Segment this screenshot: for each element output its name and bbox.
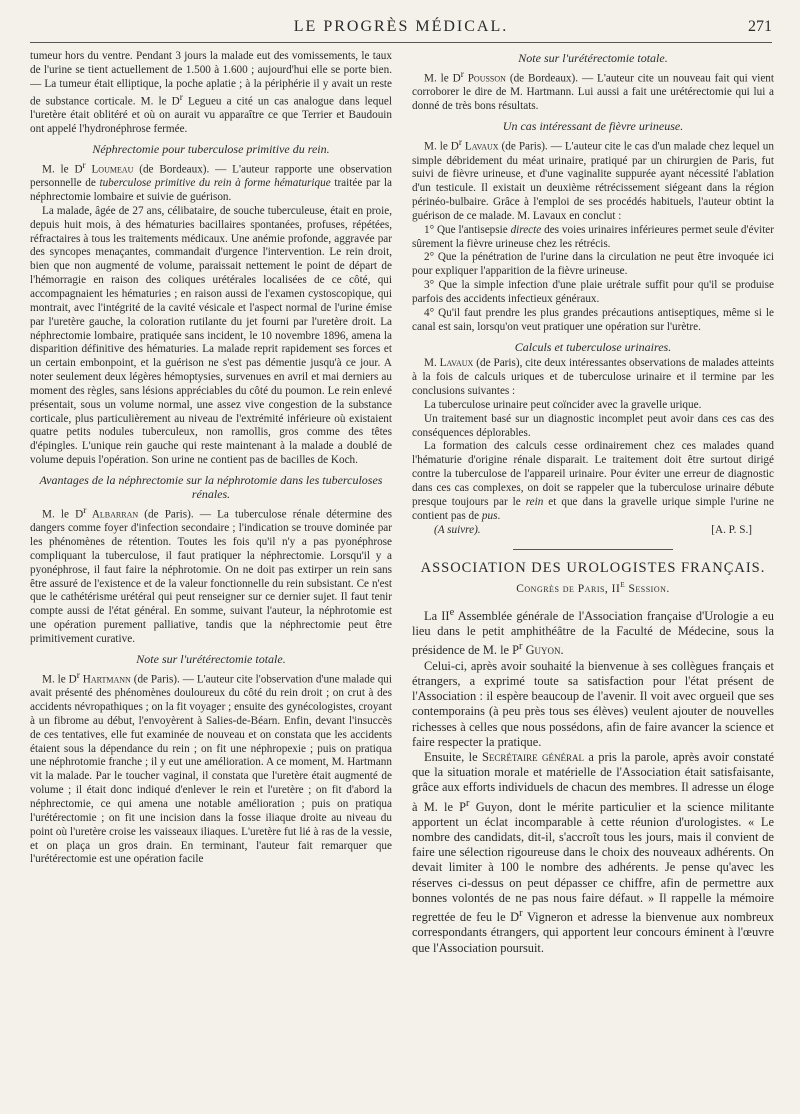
paragraph-celui-ci: Celui-ci, après avoir souhaité la bienvenue à ses collègues français et étrangers, a exprimé toute sa satisfaction pour l'état présent de l'Association : il espère beaucoup de l'avenir. Il voit avec orgueil que ses contemporains (à peu près tous ses élèves) veulent ajouter de nouvelles richesses à celles que nous possédons, afin de faire avancer la science et faire respecter la pratique. bbox=[412, 658, 774, 749]
paragraph-case-report: La malade, âgée de 27 ans, célibataire, de souche tuberculeuse, était en proie, depuis huit mois, à des hématuries bacillaires spontanées, profuses, répétées, réfractaires à tous les traitements médicaux. Une anémie profonde, aggravée par des syncopes menaçantes, commandait d'urgence l'intervention. Le rein droit, bien que non augmenté de volume, paraissait nettement le point de départ de l'hémorragie en raison des coliques urétérales localisées de ce côté, qui accompagnaient les hématuries ; en raison aussi de l'examen cystoscopique, qui montrait, avec l'intégrité de la cavité vésicale et l'aspect normal de l'urine émise par l'uretère gauche, la coloration rutilante du jet fourni par l'uretère droit. La néphrectomie lombaire, pratiquée sans incident, le 10 novembre 1896, amena la disparition définitive des hématuries. La malade reprit rapidement ses forces et un certain embonpoint, et la guérison ne s'est pas démentie jusqu'à ce jour. A noter seulement deux légères hémoptysies, survenues en avril et mai derniers au moment des règles, sans lésions appréciables du côté du poumon. Le rein enlevé présentait, sous un volume normal, une assez vive congestion de la substance corticale, plus particulièrement au niveau de l'extrémité inférieure où existaient quatre petits nodules tuberculeux, non ramollis, gros comme des têtes d'épingles. L'unique rein gauche qui reste maintenant à la malade a doublé de volume depuis l'opération. Son urine ne contient pas de bacilles de Koch. bbox=[30, 204, 392, 467]
conclusion-4: 4° Qu'il faut prendre les plus grandes précautions antiseptiques, même si le canal est sain, lorsqu'on veut pratiquer une opération sur l'urètre. bbox=[412, 306, 774, 333]
author-name: Lavaux bbox=[439, 357, 474, 370]
paragraph-albarran: M. le $D^r$ Albarran (de Paris). — La tuberculose rénale détermine des dangers comme foyer d'infection secondaire ; l'indication se trouve dominée par les phénomènes de rétention. Toutes les fois qu'il n'y a pas pyonéphrose compliquant la tuberculose, il faut pratiquer la néphrectomie. Lorsqu'il y a pyonéphrose, il faut faire la néphrotomie. On ne doit pas extirper un rein sans être assuré de l'existence et de la valeur fonctionnelle du rein subsistant. Ce n'est que le cathétérisme urétéral qui peut renseigner sur ce dernier sujet. Il faut tenir compte aussi de l'état général. En somme, suivant l'auteur, la néphrotomie est une opération purement palliative, tandis que la néphrectomie peut être primitivement curative. bbox=[30, 505, 392, 645]
a-suivre-note: (A suivre). bbox=[434, 524, 481, 537]
signature-initials: [A. P. S.] bbox=[711, 524, 752, 537]
page-header bbox=[30, 12, 772, 43]
section-heading-calculs: Calculs et tuberculose urinaires. bbox=[514, 339, 672, 354]
author-name: Hartmann bbox=[79, 673, 131, 686]
paragraph-assemblee: La IIe Assemblée générale de l'Association française d'Urologie a eu lieu dans le petit amphithéâtre de la Faculté de Médecine, sous la présidence de M. le $P^r$ Guyon. bbox=[412, 606, 774, 658]
author-name: Albarran bbox=[86, 508, 139, 521]
section-heading-ureterectomie: Note sur l'urétérectomie totale. bbox=[136, 651, 286, 666]
conclusion-2: 2° Que la pénétration de l'urine dans la circulation ne peut être invoquée ici pour expliquer l'apparition de la fièvre urineuse. bbox=[412, 251, 774, 278]
paragraph-traitement: Un traitement basé sur un diagnostic incomplet peut avoir dans ces cas des conséquences déplorables. bbox=[412, 412, 774, 439]
paragraph-formation: La formation des calculs cesse ordinairement chez ces malades quand l'hématurie d'origine rénale disparait. Le traitement doit être surtout dirigé contre la tuberculose de l'appareil urinaire. Pour éviter une erreur de diagnostic dans ces cas complexes, on doit se rappeler que la tuberculose urinaire débute presque toujours par le rein et que dans la gravelle urique simple l'urine ne contient pas de pus. bbox=[412, 440, 774, 522]
paragraph-tumeur: tumeur hors du ventre. Pendant 3 jours la malade eut des vomissements, le taux de l'urine se tient actuellement de 1.500 à 1.600 ; aujourd'hui elle se porte bien. — La tumeur était elliptique, la poche aplatie ; à la périphérie il y avait un reste de substance corticale. M. le $D^r$ Legueu a cité un cas analogue dans lequel l'uretère était oblitéré et où on aurait vu apparaître ce que Terrier et Baudouin ont appelé l'hydronéphrose fermée. bbox=[30, 50, 392, 135]
paragraph-lavaux: M. le $D^r$ Lavaux (de Paris). — L'auteur cite le cas d'un malade chez lequel un simple débridement du méat urinaire, pratiqué par un chirurgien de Paris, fut suivi de fièvre urineuse, et d'une vaginalite suppurée ayant nécessité l'ablation d'un testicule. Il existait un deuxième rétrécissement siégeant dans la région périnéo-bulbaire. Grâce à l'emploi de ses procédés habituels, l'auteur obtint la guérison de ce malade. M. Lavaux en conclut : bbox=[412, 137, 774, 222]
paragraph-hartmann: M. le $D^r$ Hartmann (de Paris). — L'auteur cite l'observation d'une malade qui avait présenté des phénomènes douloureux du côté du rein droit ; on crut à des accidents névropathiques ; on la fit voyager ; ensuite des gynécologistes, croyant à un fibrome au début, l'envoyèrent à Salies-de-Béarn. Enfin, devant l'insuccès de ces tentatives, elle fut examinée de nouveau et on constata que les accidents étaient sous la dépendance du rein ; on fit une néphropexie ; puis on pratiqua une néphrotomie franche ; il y eut une amélioration. A ce moment, M. Hartmann vit la malade. Par le toucher vaginal, il constata que l'uretère était augmenté de volume ; il était donc indiqué d'enlever le rein et l'uretère ; on fit d'abord la néphrectomie, ce qui amena une notable amélioration ; puis on pratiqua l'urétérectomie ; on fit une incision dans la fosse iliaque droite au niveau du point où l'uretère croise les vaisseaux iliaques. L'uretère fut lié à ras de la vessie, et on plaça un gros drain. En terminant, l'auteur fait remarquer que l'urétérectomie est une opération facile bbox=[30, 670, 392, 866]
section-heading-ureterectomie-2: Note sur l'urétérectomie totale. bbox=[518, 51, 668, 65]
section-heading-avantages: Avantages de la néphrectomie sur la néphrotomie dans les tuberculoses rénales. bbox=[39, 472, 383, 501]
paragraph-lavaux-calculs: M. Lavaux (de Paris), cite deux intéressantes observations de malades atteints à la fois de calculs uriques et de tuberculose urinaire et il termine par les conclusions suivantes : bbox=[412, 357, 774, 398]
association-report bbox=[412, 605, 774, 956]
paragraph-secretaire: Ensuite, le Secrétaire général a pris la parole, après avoir constaté que la situation morale et matérielle de l'Association était satisfaisante, grâce aux efforts individuels de chacun des membres. Il adresse un éloge à M. le $P^r$ Guyon, dont le mérite particulier et la science militante apportent un éclat incomparable à cette réunion d'urologistes. « Le nombre des candidats, dit-il, s'accroît tous les jours, mais il convient de faire une sélection rigoureuse dans le choix des nouveaux adhérents. On devait limiter à 100 le nombre des adhérents. Je pense qu'avec les réserves ci-dessus on peut dépasser ce chiffre, afin de permettre aux bonnes volontés de ne pas nous faire défaut. » Il rappelle la mémoire regrettée de feu le $D^r$ Vigneron et adresse la bienvenue aux nombreux correspondants étrangers, qui apportent leur concours éminent à l'œuvre que l'Association poursuit. bbox=[412, 749, 774, 955]
right-column bbox=[412, 50, 774, 1108]
author-name: Pousson bbox=[463, 72, 506, 85]
association-title: ASSOCIATION DES UROLOGISTES FRANÇAIS. bbox=[420, 560, 766, 577]
conclusion-1: 1° Que l'antisepsie directe des voies urinaires inférieures permet seule d'éviter sûrement la fièvre urineuse chez les rétrécis. bbox=[412, 223, 774, 250]
conclusion-3: 3° Que la simple infection d'une plaie urétrale suffit pour qu'il se produise parfois des accidents infectieux généraux. bbox=[412, 279, 774, 305]
section-heading-fievre: Un cas intéressant de fièvre urineuse. bbox=[502, 119, 684, 134]
left-column bbox=[30, 50, 392, 1108]
article-signature bbox=[412, 524, 774, 538]
paragraph-loumeau: M. le $D^r$ Loumeau (de Bordeaux). — L'auteur rapporte une observation personnelle de tuberculose primitive du rein à forme hématurique traitée par la néphrectomie lombaire et suivie de guérison. bbox=[30, 160, 392, 204]
author-name: Loumeau bbox=[85, 163, 134, 176]
page-number: 271 bbox=[748, 18, 772, 35]
author-name: Secrétaire général bbox=[481, 749, 585, 764]
author-name: Lavaux bbox=[461, 140, 499, 153]
section-divider bbox=[513, 549, 673, 550]
running-title: LE PROGRÈS MÉDICAL. bbox=[293, 18, 509, 35]
association-subtitle: Congrès de Paris, IIe Session. bbox=[516, 579, 670, 595]
paragraph-pousson: M. le $D^r$ Pousson (de Bordeaux). — L'auteur cite un nouveau fait qui vient corroborer le dire de M. Hartmann. Lui aussi a fait une urétérectomie qui lui a donné de très bons résultats. bbox=[412, 69, 774, 113]
paragraph-gravelle: La tuberculose urinaire peut coïncider avec la gravelle urique. bbox=[424, 398, 702, 411]
section-heading-nephrectomie: Néphrectomie pour tuberculose primitive du rein. bbox=[92, 141, 330, 156]
